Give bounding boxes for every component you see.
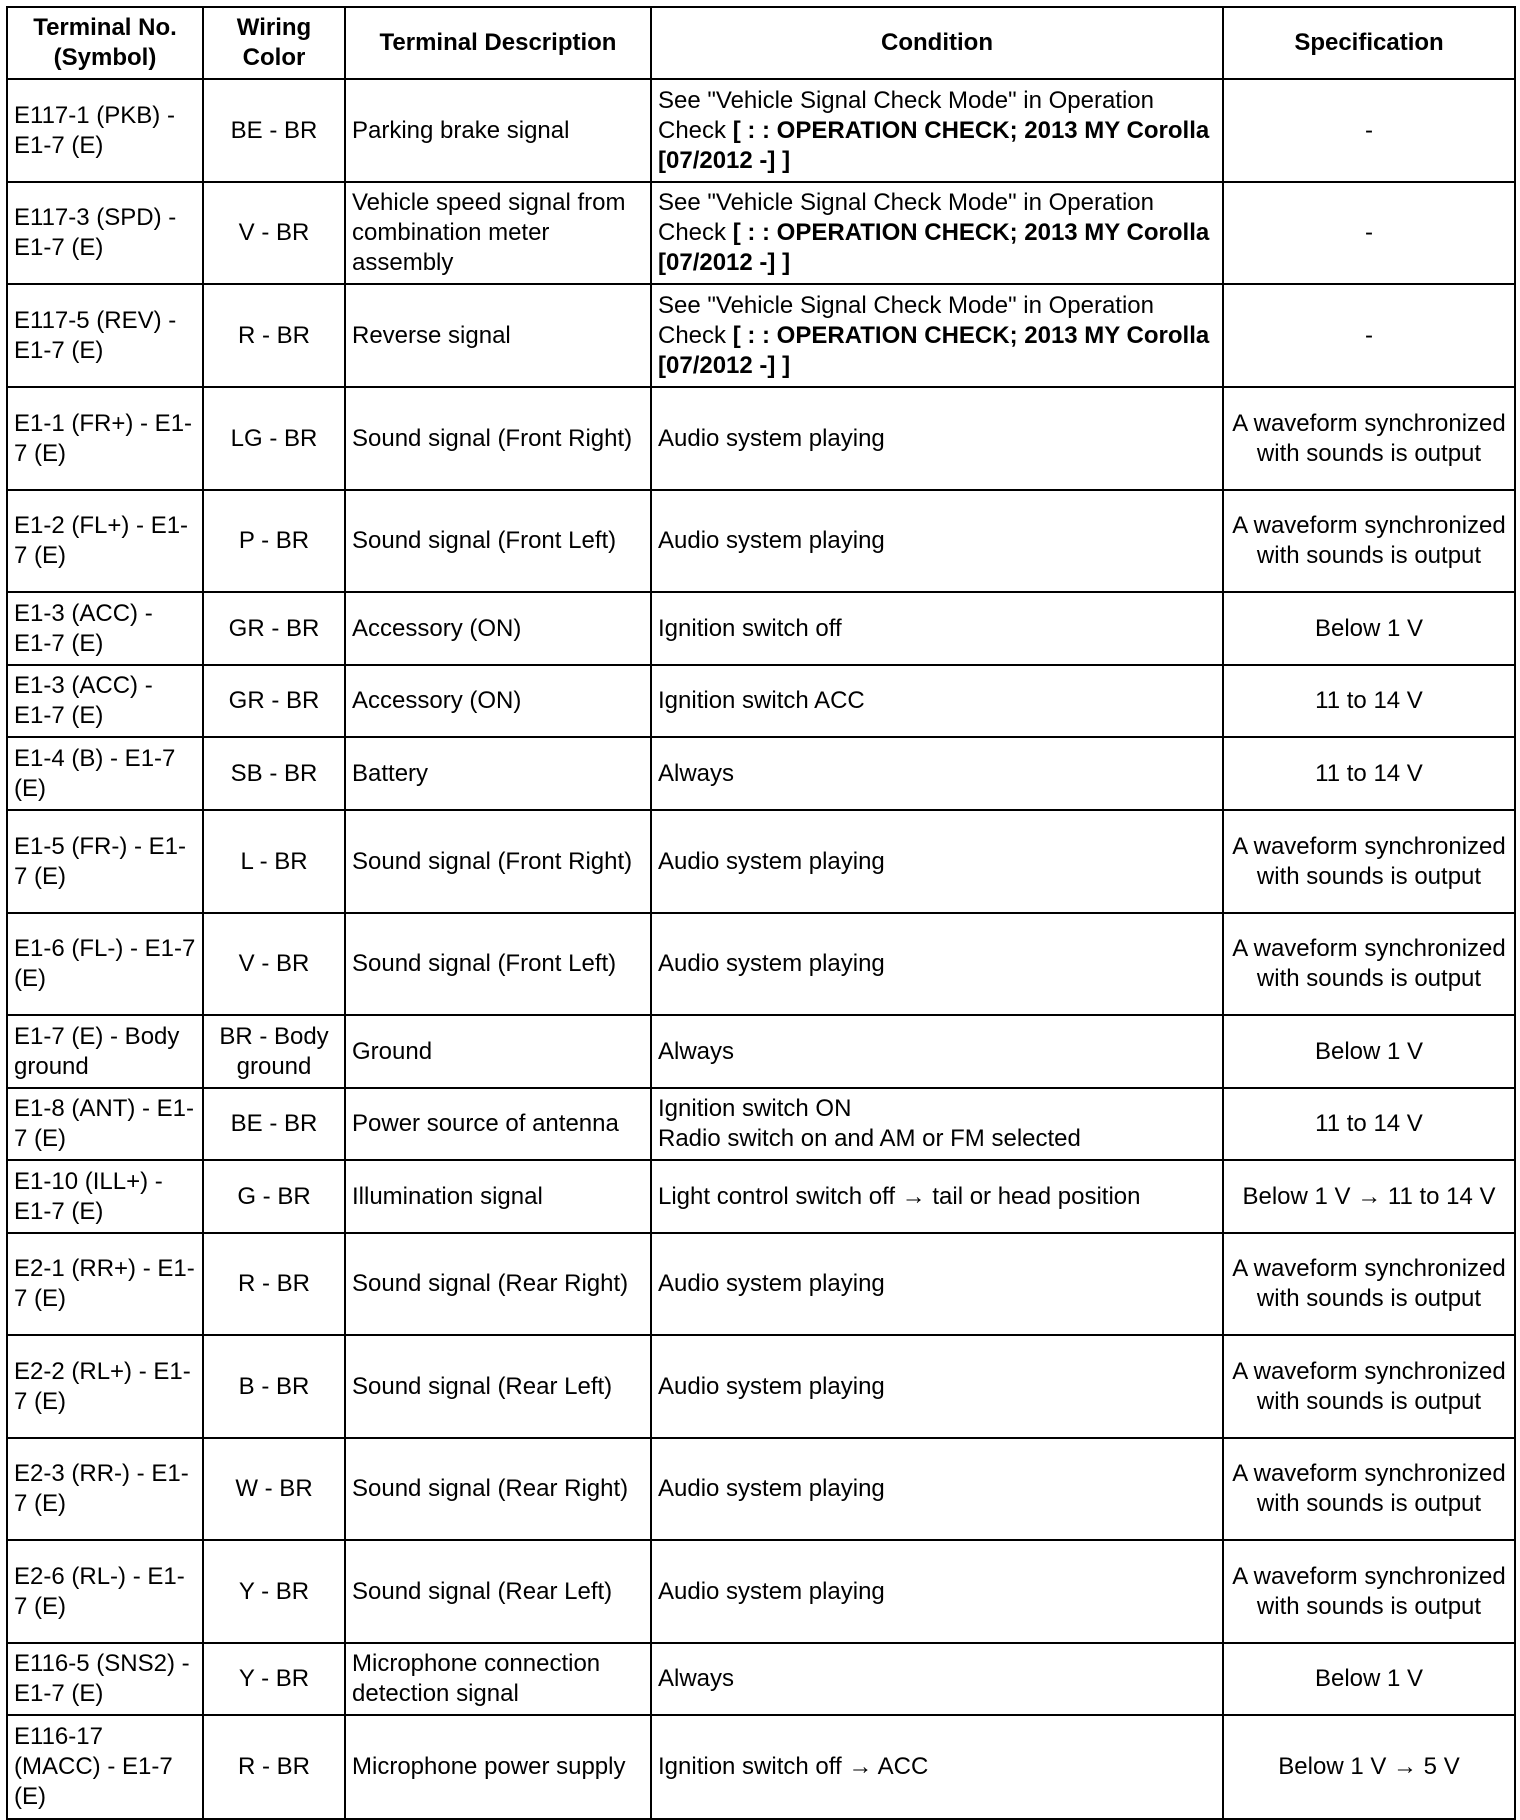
- wiring-color-cell: R - BR: [203, 1715, 345, 1819]
- table-row: [7, 592, 1515, 665]
- description-cell: Accessory (ON): [345, 592, 651, 665]
- terminal-cell: E117-1 (PKB) - E1-7 (E): [7, 79, 203, 182]
- header-condition: Condition: [651, 7, 1223, 79]
- description-cell: Sound signal (Front Left): [345, 913, 651, 1015]
- condition-cell: Always: [651, 737, 1223, 810]
- header-specification: Specification: [1223, 7, 1515, 79]
- specification-cell: -: [1223, 79, 1515, 182]
- condition-cell: Always: [651, 1015, 1223, 1088]
- description-cell: Sound signal (Front Left): [345, 490, 651, 592]
- terminal-cell: E117-3 (SPD) - E1-7 (E): [7, 182, 203, 284]
- table-row: [7, 1335, 1515, 1438]
- wiring-color-cell: BE - BR: [203, 79, 345, 182]
- table-row: [7, 1088, 1515, 1160]
- terminal-cell: E1-2 (FL+) - E1-7 (E): [7, 490, 203, 592]
- operation-check-link[interactable]: [ : : OPERATION CHECK; 2013 MY Corolla [07/2012 -] ]: [658, 219, 1210, 276]
- condition-text: See "Vehicle Signal Check Mode" in Operation Check: [658, 86, 1154, 144]
- table-row: [7, 490, 1515, 592]
- condition-cell: Ignition switch off: [651, 592, 1223, 665]
- table-row: [7, 387, 1515, 490]
- condition-cell: Always: [651, 1643, 1223, 1715]
- specification-cell: A waveform synchronized with sounds is output: [1223, 1438, 1515, 1540]
- header-wiring-color: Wiring Color: [203, 7, 345, 79]
- condition-text: See "Vehicle Signal Check Mode" in Operation Check: [658, 189, 1154, 246]
- description-cell: Reverse signal: [345, 284, 651, 387]
- table-row: [7, 913, 1515, 1015]
- table-row: [7, 1540, 1515, 1643]
- description-cell: Accessory (ON): [345, 665, 651, 737]
- table-row: [7, 1015, 1515, 1088]
- description-cell: Ground: [345, 1015, 651, 1088]
- table-row: [7, 1643, 1515, 1715]
- condition-cell: [651, 284, 1223, 387]
- wiring-color-cell: G - BR: [203, 1160, 345, 1233]
- header-terminal: Terminal No. (Symbol): [7, 7, 203, 79]
- table-row: [7, 737, 1515, 810]
- terminal-spec-table: [6, 6, 1516, 1820]
- condition-cell: [651, 1088, 1223, 1160]
- specification-cell: A waveform synchronized with sounds is output: [1223, 490, 1515, 592]
- specification-cell: A waveform synchronized with sounds is output: [1223, 1233, 1515, 1335]
- description-cell: Sound signal (Rear Left): [345, 1335, 651, 1438]
- specification-cell: A waveform synchronized with sounds is output: [1223, 1335, 1515, 1438]
- description-cell: Sound signal (Front Right): [345, 810, 651, 913]
- condition-text: See "Vehicle Signal Check Mode" in Operation Check: [658, 291, 1154, 349]
- wiring-color-cell: B - BR: [203, 1335, 345, 1438]
- terminal-cell: E116-5 (SNS2) - E1-7 (E): [7, 1643, 203, 1715]
- condition-cell: [651, 79, 1223, 182]
- operation-check-link[interactable]: [ : : OPERATION CHECK; 2013 MY Corolla [07/2012 -] ]: [658, 116, 1210, 174]
- description-cell: Sound signal (Rear Right): [345, 1438, 651, 1540]
- specification-cell: A waveform synchronized with sounds is output: [1223, 387, 1515, 490]
- wiring-color-cell: GR - BR: [203, 592, 345, 665]
- condition-line: Radio switch on and AM or FM selected: [658, 1125, 1081, 1152]
- header-row: [7, 7, 1515, 79]
- description-cell: Parking brake signal: [345, 79, 651, 182]
- table-row: [7, 1233, 1515, 1335]
- condition-cell: Audio system playing: [651, 490, 1223, 592]
- terminal-cell: E116-17 (MACC) - E1-7 (E): [7, 1715, 203, 1819]
- condition-cell: Light control switch off → tail or head position: [651, 1160, 1223, 1233]
- description-cell: Microphone connection detection signal: [345, 1643, 651, 1715]
- description-cell: Power source of antenna: [345, 1088, 651, 1160]
- terminal-cell: E117-5 (REV) - E1-7 (E): [7, 284, 203, 387]
- terminal-cell: E2-3 (RR-) - E1-7 (E): [7, 1438, 203, 1540]
- specification-cell: Below 1 V: [1223, 592, 1515, 665]
- wiring-color-cell: BE - BR: [203, 1088, 345, 1160]
- condition-cell: Ignition switch ACC: [651, 665, 1223, 737]
- condition-cell: Audio system playing: [651, 1540, 1223, 1643]
- specification-cell: Below 1 V: [1223, 1015, 1515, 1088]
- wiring-color-cell: SB - BR: [203, 737, 345, 810]
- specification-cell: Below 1 V: [1223, 1643, 1515, 1715]
- wiring-color-cell: R - BR: [203, 1233, 345, 1335]
- terminal-cell: E1-6 (FL-) - E1-7 (E): [7, 913, 203, 1015]
- terminal-cell: E1-7 (E) - Body ground: [7, 1015, 203, 1088]
- wiring-color-cell: Y - BR: [203, 1540, 345, 1643]
- table-row: [7, 1160, 1515, 1233]
- terminal-cell: E1-4 (B) - E1-7 (E): [7, 737, 203, 810]
- wiring-color-cell: Y - BR: [203, 1643, 345, 1715]
- wiring-color-cell: LG - BR: [203, 387, 345, 490]
- terminal-cell: E2-2 (RL+) - E1-7 (E): [7, 1335, 203, 1438]
- terminal-cell: E2-1 (RR+) - E1-7 (E): [7, 1233, 203, 1335]
- condition-cell: Audio system playing: [651, 1438, 1223, 1540]
- description-cell: Battery: [345, 737, 651, 810]
- condition-cell: Ignition switch off → ACC: [651, 1715, 1223, 1819]
- specification-cell: Below 1 V → 11 to 14 V: [1223, 1160, 1515, 1233]
- description-cell: Sound signal (Rear Left): [345, 1540, 651, 1643]
- description-cell: Sound signal (Rear Right): [345, 1233, 651, 1335]
- condition-cell: Audio system playing: [651, 387, 1223, 490]
- terminal-cell: E1-3 (ACC) - E1-7 (E): [7, 592, 203, 665]
- specification-cell: -: [1223, 284, 1515, 387]
- condition-cell: Audio system playing: [651, 913, 1223, 1015]
- description-cell: Sound signal (Front Right): [345, 387, 651, 490]
- table-row: [7, 665, 1515, 737]
- terminal-cell: E1-10 (ILL+) - E1-7 (E): [7, 1160, 203, 1233]
- terminal-cell: E1-5 (FR-) - E1-7 (E): [7, 810, 203, 913]
- condition-cell: Audio system playing: [651, 1233, 1223, 1335]
- condition-cell: [651, 182, 1223, 284]
- description-cell: Vehicle speed signal from combination meter assembly: [345, 182, 651, 284]
- terminal-cell: E1-3 (ACC) - E1-7 (E): [7, 665, 203, 737]
- table-row: [7, 79, 1515, 182]
- table-row: [7, 1438, 1515, 1540]
- operation-check-link[interactable]: [ : : OPERATION CHECK; 2013 MY Corolla [07/2012 -] ]: [658, 321, 1210, 379]
- specification-cell: 11 to 14 V: [1223, 737, 1515, 810]
- specification-cell: A waveform synchronized with sounds is output: [1223, 810, 1515, 913]
- specification-cell: Below 1 V → 5 V: [1223, 1715, 1515, 1819]
- table-row: [7, 284, 1515, 387]
- wiring-color-cell: W - BR: [203, 1438, 345, 1540]
- table-row: [7, 810, 1515, 913]
- description-cell: Microphone power supply: [345, 1715, 651, 1819]
- table-row: [7, 182, 1515, 284]
- wiring-color-cell: BR - Body ground: [203, 1015, 345, 1088]
- wiring-color-cell: GR - BR: [203, 665, 345, 737]
- wiring-color-cell: R - BR: [203, 284, 345, 387]
- wiring-color-cell: P - BR: [203, 490, 345, 592]
- specification-cell: 11 to 14 V: [1223, 665, 1515, 737]
- condition-cell: Audio system playing: [651, 810, 1223, 913]
- terminal-cell: E1-8 (ANT) - E1-7 (E): [7, 1088, 203, 1160]
- wiring-color-cell: L - BR: [203, 810, 345, 913]
- wiring-color-cell: V - BR: [203, 182, 345, 284]
- specification-cell: -: [1223, 182, 1515, 284]
- header-terminal-description: Terminal Description: [345, 7, 651, 79]
- table-row: [7, 1715, 1515, 1819]
- terminal-cell: E1-1 (FR+) - E1-7 (E): [7, 387, 203, 490]
- description-cell: Illumination signal: [345, 1160, 651, 1233]
- condition-line: Ignition switch ON: [658, 1095, 852, 1122]
- condition-cell: Audio system playing: [651, 1335, 1223, 1438]
- specification-cell: A waveform synchronized with sounds is output: [1223, 1540, 1515, 1643]
- specification-cell: A waveform synchronized with sounds is output: [1223, 913, 1515, 1015]
- terminal-cell: E2-6 (RL-) - E1-7 (E): [7, 1540, 203, 1643]
- specification-cell: 11 to 14 V: [1223, 1088, 1515, 1160]
- wiring-color-cell: V - BR: [203, 913, 345, 1015]
